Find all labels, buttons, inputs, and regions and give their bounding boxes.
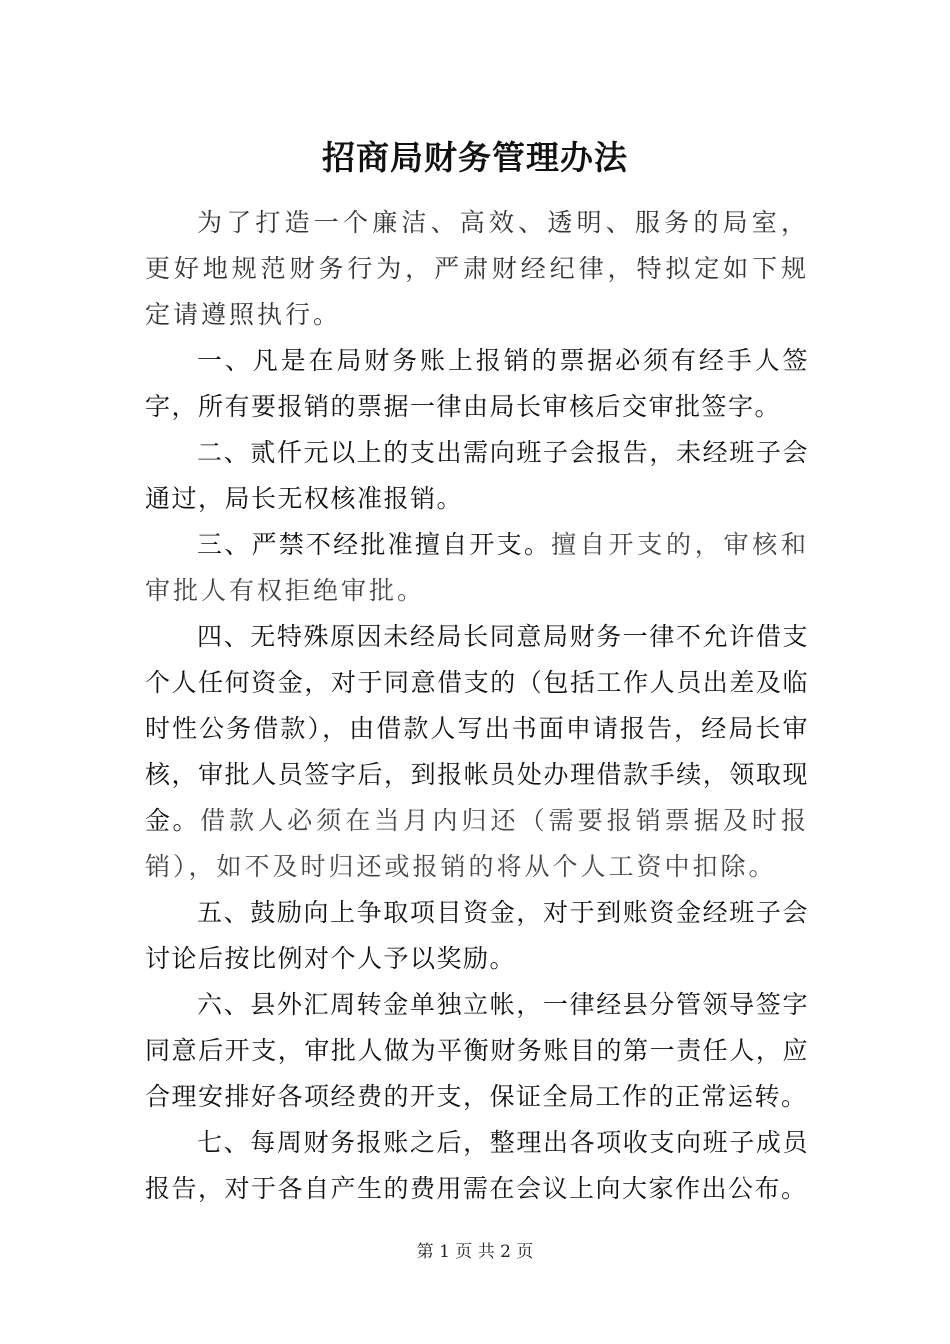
clause-6-text: 六、县外汇周转金单独立帐，一律经县分管领导签字同意后开支，审批人做为平衡财务账目的第一责任人，应合理安排好各项经费的开支，保证全局工作的正常运转。 <box>145 990 809 1111</box>
clause-3-text: 三、严禁不经批准擅自开支。 <box>197 530 552 559</box>
clause-2-text: 二、贰仟元以上的支出需向班子会报告，未经班子会通过，局长无权核准报销。 <box>145 438 809 513</box>
clause-3-extra: 擅自开支的，审核和审批人有权拒绝审批。 <box>145 530 809 605</box>
document-title: 招商局财务管理办法 <box>322 138 628 177</box>
clause-2 <box>145 430 809 522</box>
clause-1-text: 一、凡是在局财务账上报销的票据必须有经手人签字，所有要报销的票据一律由局长审核后交审批签字。 <box>145 346 809 421</box>
clause-4 <box>145 614 809 890</box>
clause-4-extra: 借款人必须在当月内归还（需要报销票据及时报销），如不及时归还或报销的将从个人工资中扣除。 <box>145 806 809 881</box>
clause-7-text: 七、每周财务报账之后，整理出各项收支向班子成员报告，对于各自产生的费用需在会议上向大家作出公布。 <box>145 1128 809 1203</box>
document-body <box>145 200 809 1212</box>
intro-paragraph: 为了打造一个廉洁、高效、透明、服务的局室，更好地规范财务行为，严肃财经纪律，特拟定如下规定请遵照执行。 <box>145 208 809 329</box>
clause-1 <box>145 338 809 430</box>
clause-5 <box>145 890 809 982</box>
clause-7 <box>145 1120 809 1212</box>
clause-3 <box>145 522 809 614</box>
page-footer: 第 1 页 共 2 页 <box>416 1242 534 1262</box>
clause-4-text: 四、无特殊原因未经局长同意局财务一律不允许借支个人任何资金，对于同意借支的（包括工作人员出差及临时性公务借款），由借款人写出书面申请报告，经局长审核，审批人员签字后，到报帐员处办理借款手续，领取现金。 <box>145 622 809 835</box>
clause-5-text: 五、鼓励向上争取项目资金，对于到账资金经班子会讨论后按比例对个人予以奖励。 <box>145 898 809 973</box>
clause-6 <box>145 982 809 1120</box>
